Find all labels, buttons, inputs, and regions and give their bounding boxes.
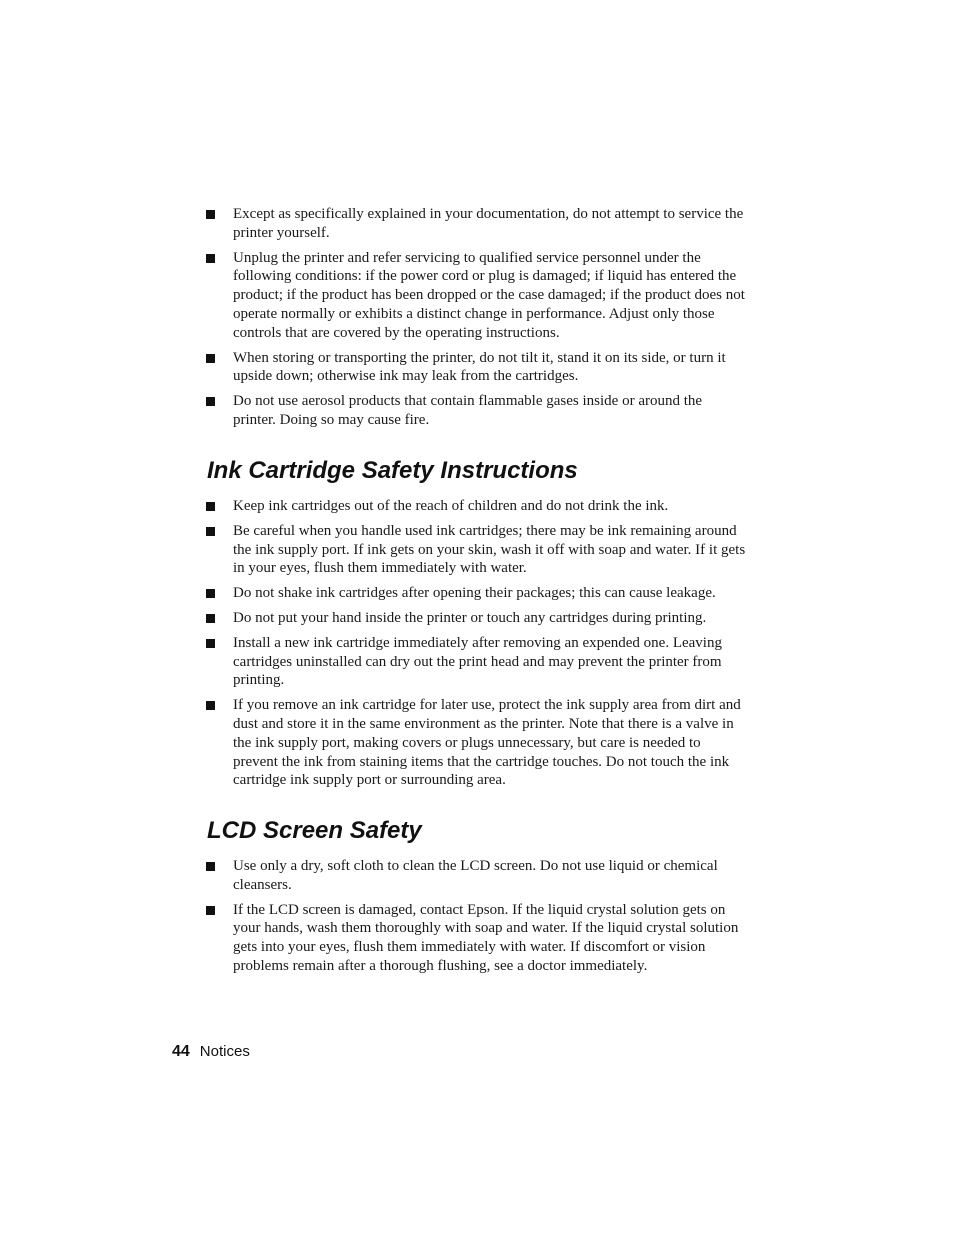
square-bullet-icon bbox=[206, 639, 215, 648]
list-item bbox=[206, 249, 746, 343]
list-item-text: If you remove an ink cartridge for later use, protect the ink supply area from dirt and dust and store it in the same environment as the printer. Note that there is a valve in the ink supply port, making covers or plugs unnecessary, but care is needed to prevent the ink from staining items that the cartridge touches. Do not touch the ink cartridge ink supply port or surrounding area. bbox=[233, 697, 741, 789]
square-bullet-icon bbox=[206, 862, 215, 871]
lcd-screen-safety-heading: LCD Screen Safety bbox=[207, 817, 422, 844]
list-item bbox=[206, 901, 746, 976]
square-bullet-icon bbox=[206, 502, 215, 511]
list-item-text: Unplug the printer and refer servicing to qualified service personnel under the following conditions: if the power cord or plug is damaged; if liquid has entered the product; if the product has been dropped or the case damaged; if the product does not operate normally or exhibits a distinct change in performance. Adjust only those controls that are covered by the operating instructions. bbox=[233, 249, 745, 341]
square-bullet-icon bbox=[206, 701, 215, 710]
lcd-screen-safety-list bbox=[206, 857, 746, 982]
list-item-text: If the LCD screen is damaged, contact Epson. If the liquid crystal solution gets on your hands, wash them thoroughly with soap and water. If the liquid crystal solution gets into your eyes, flush them immediately with water. If discomfort or vision problems remain after a thorough flushing, see a doctor immediately. bbox=[233, 901, 739, 974]
list-item-text: Be careful when you handle used ink cartridges; there may be ink remaining around the ink supply port. If ink gets on your skin, wash it off with soap and water. If it gets in your eyes, flush them immediately with water. bbox=[233, 522, 746, 577]
footer-section-name: Notices bbox=[199, 1043, 250, 1060]
list-item bbox=[206, 392, 746, 430]
page-footer bbox=[172, 1041, 250, 1063]
list-item-text: Do not shake ink cartridges after opening their packages; this can cause leakage. bbox=[233, 585, 716, 602]
square-bullet-icon bbox=[206, 254, 215, 263]
list-item bbox=[206, 857, 746, 895]
list-item-text: Do not put your hand inside the printer or touch any cartridges during printing. bbox=[233, 609, 707, 626]
square-bullet-icon bbox=[206, 527, 215, 536]
list-item bbox=[206, 584, 746, 603]
list-item bbox=[206, 634, 746, 690]
list-item-text: Install a new ink cartridge immediately after removing an expended one. Leaving cartridges uninstalled can dry out the print head and may prevent the printer from printing. bbox=[233, 634, 722, 689]
list-item bbox=[206, 497, 746, 516]
list-item-text: Do not use aerosol products that contain flammable gases inside or around the printer. Doing so may cause fire. bbox=[233, 393, 703, 428]
square-bullet-icon bbox=[206, 614, 215, 623]
list-item-text: Use only a dry, soft cloth to clean the LCD screen. Do not use liquid or chemical cleansers. bbox=[233, 858, 718, 893]
list-item-text: Except as specifically explained in your documentation, do not attempt to service the printer yourself. bbox=[233, 206, 744, 241]
list-item bbox=[206, 609, 746, 628]
page-number: 44 bbox=[172, 1043, 190, 1060]
ink-cartridge-safety-list bbox=[206, 497, 746, 796]
list-item bbox=[206, 522, 746, 578]
list-item-text: Keep ink cartridges out of the reach of children and do not drink the ink. bbox=[233, 498, 669, 514]
general-safety-list bbox=[206, 205, 746, 436]
square-bullet-icon bbox=[206, 210, 215, 219]
ink-cartridge-safety-heading: Ink Cartridge Safety Instructions bbox=[207, 457, 578, 484]
list-item-text: When storing or transporting the printer, do not tilt it, stand it on its side, or turn it upside down; otherwise ink may leak from the cartridges. bbox=[233, 349, 726, 385]
square-bullet-icon bbox=[206, 906, 215, 915]
square-bullet-icon bbox=[206, 354, 215, 363]
list-item bbox=[206, 349, 746, 387]
list-item bbox=[206, 205, 746, 243]
square-bullet-icon bbox=[206, 589, 215, 598]
list-item bbox=[206, 696, 746, 790]
square-bullet-icon bbox=[206, 397, 215, 406]
